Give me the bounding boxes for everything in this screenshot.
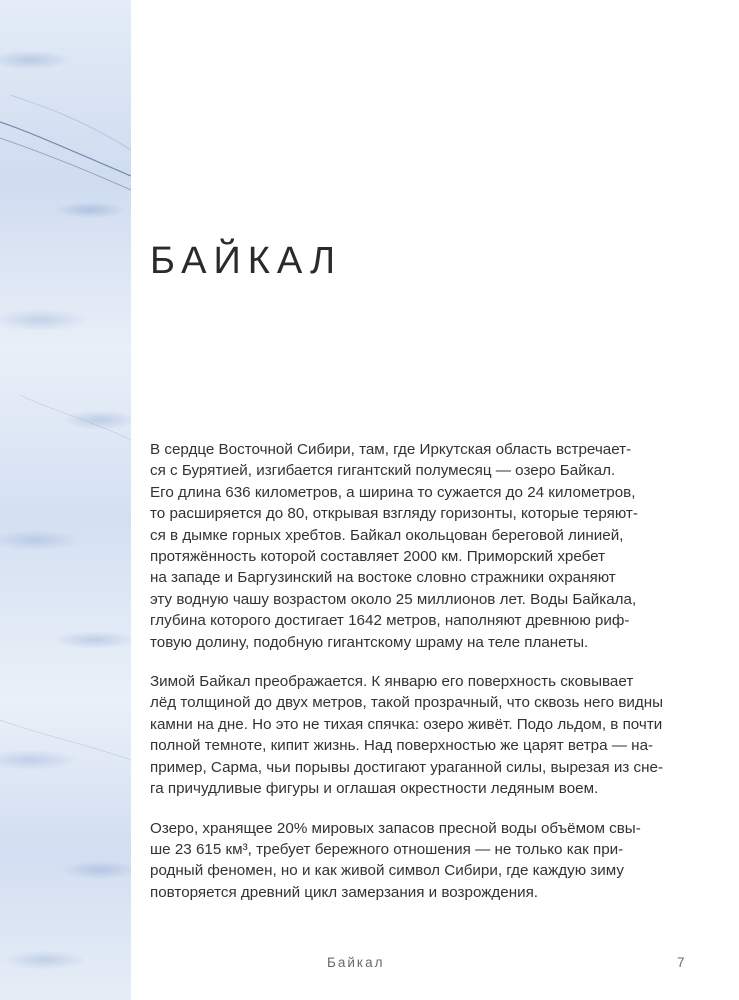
text-line: В сердце Восточной Сибири, там, где Иркутская область встречает-	[150, 441, 632, 458]
ice-crack-lines	[0, 0, 131, 1000]
text-line: Озеро, хранящее 20% мировых запасов пресной воды объёмом свы-	[150, 819, 641, 837]
text-line: ся с Бурятией, изгибается гигантский полумесяц — озеро Байкал.	[150, 462, 616, 480]
ice-crack-line	[20, 395, 131, 440]
text-line: га причудливые фигуры и оглашая окрестности ледяным воем.	[150, 780, 599, 798]
text-line: ся в дымке горных хребтов. Байкал окольцован береговой линией,	[150, 526, 624, 544]
ice-crack-line	[0, 138, 131, 190]
page-title: БАЙКАЛ	[150, 240, 343, 282]
running-title: Байкал	[327, 955, 385, 970]
text-line: то расширяется до 80, открывая взгляду горизонты, которые теряют-	[150, 505, 638, 523]
text-line: ше 23 615 км³, требует бережного отношения — не только как при-	[150, 840, 624, 858]
paragraph	[150, 818, 710, 904]
ice-crack-line	[10, 95, 131, 150]
text-line: товую долину, подобную гигантскому шраму на теле планеты.	[150, 633, 589, 651]
text-line: Зимой Байкал преображается. К январю его поверхность сковывает	[150, 673, 634, 691]
ice-crack-line	[0, 720, 131, 760]
ice-crack-line	[0, 122, 131, 176]
text-line: камни на дне. Но это не тихая спячка: озеро живёт. Подо льдом, в почти	[150, 715, 663, 733]
ice-photo-strip	[0, 0, 131, 1000]
text-line: пример, Сарма, чьи порывы достигают ураганной силы, вырезая из сне-	[150, 758, 664, 776]
text-line: эту водную чашу возрастом около 25 миллионов лет. Воды Байкала,	[150, 590, 637, 608]
text-line: родный феномен, но и как живой символ Сибири, где каждую зиму	[150, 862, 624, 880]
text-line: полной темноте, кипит жизнь. Над поверхностью же царят ветра — на-	[150, 737, 654, 755]
paragraph	[150, 439, 710, 653]
text-line: протяжённость которой составляет 2000 км. Приморский хребет	[150, 548, 606, 566]
paragraph	[150, 671, 710, 799]
text-line: на западе и Баргузинский на востоке словно стражники охраняют	[150, 569, 616, 587]
page-number: 7	[677, 955, 685, 970]
body-text	[150, 439, 710, 921]
text-line: повторяется древний цикл замерзания и возрождения.	[150, 883, 539, 901]
text-line: глубина которого достигает 1642 метров, наполняют древнюю риф-	[150, 612, 630, 630]
text-line: Его длина 636 километров, а ширина то сужается до 24 километров,	[150, 483, 636, 501]
text-line: лёд толщиной до двух метров, такой прозрачный, что сквозь него видны	[150, 694, 664, 712]
